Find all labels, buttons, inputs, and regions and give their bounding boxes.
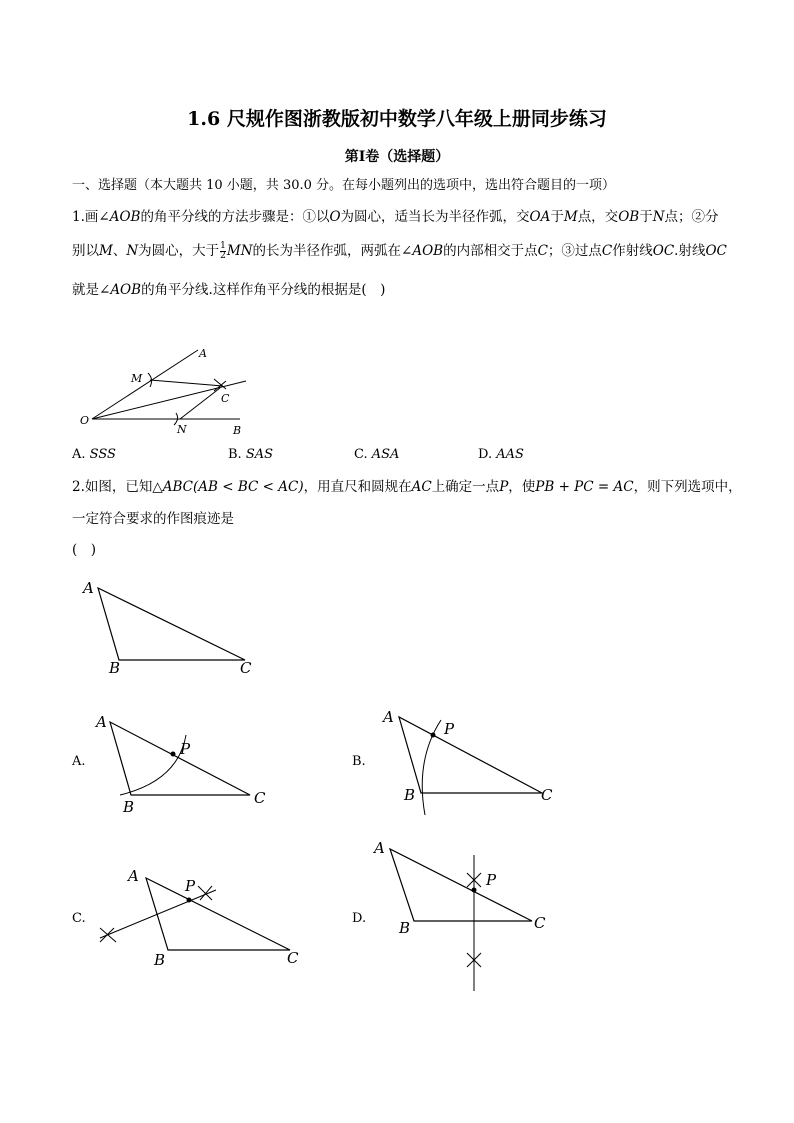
label-c: C: [541, 786, 553, 804]
label-b: B: [399, 919, 411, 937]
triangle-abc: [98, 588, 245, 660]
label-b: B: [404, 786, 416, 804]
one-half-fraction: $\frac{1}{2}$: [220, 241, 226, 261]
q1-option-b[interactable]: B. SAS: [228, 447, 274, 462]
label-a: A: [383, 708, 394, 726]
segment-mc: [150, 380, 223, 386]
q2-option-d-figure: [370, 835, 570, 995]
label-n: N: [177, 423, 187, 436]
q2-answer-paren: ( ): [72, 542, 97, 558]
label-b: B: [154, 951, 166, 969]
q1-stem-line1: 1.画∠AOB的角平分线的方法步骤是：①以O为圆心，适当长为半径作弧，交OA于M点，交OB于N点；②分: [72, 209, 719, 225]
q2-option-a-figure: [90, 705, 280, 820]
point-p: [472, 888, 477, 893]
ray-oa: [92, 350, 198, 419]
q2-option-d[interactable]: D.: [352, 911, 367, 926]
q2-option-c[interactable]: C.: [72, 911, 86, 926]
q1-stem-line3: 就是∠AOB的角平分线.这样作角平分线的根据是( ): [72, 282, 386, 298]
point-p: [187, 898, 192, 903]
label-c: C: [534, 914, 546, 932]
q2-stem-line2: 一定符合要求的作图痕迹是: [72, 511, 234, 527]
q1-option-c[interactable]: C. ASA: [354, 447, 400, 462]
label-c: C: [254, 789, 266, 807]
label-p: P: [486, 871, 497, 889]
volume-heading: 第Ⅰ卷（选择题）: [344, 149, 450, 165]
section-heading: 一、选择题（本大题共 10 小题，共 30.0 分。在每小题列出的选项中，选出符合题目的一项）: [72, 178, 616, 193]
label-a: A: [128, 867, 139, 885]
q1-option-d[interactable]: D. AAS: [478, 447, 524, 462]
q2-option-b[interactable]: B.: [352, 754, 366, 769]
q2-triangle-figure: [75, 570, 265, 680]
perpendicular-bisector: [100, 890, 216, 938]
label-m: M: [131, 372, 143, 385]
label-b: B: [123, 798, 135, 816]
label-p: P: [180, 740, 191, 758]
label-a: A: [374, 839, 385, 857]
arc-m: [148, 373, 152, 387]
q2-option-b-figure: [375, 700, 565, 820]
label-b: B: [233, 424, 242, 437]
q2-stem-line1: 2.如图，已知△ABC(AB < BC < AC)，用直尺和圆规在AC上确定一点P，使PB + PC = AC，则下列选项中，: [72, 479, 742, 495]
triangle-abc: [390, 849, 532, 921]
triangle-abc: [146, 878, 290, 950]
label-a: A: [199, 347, 207, 360]
label-p: P: [444, 720, 455, 738]
triangle-abc: [399, 717, 542, 793]
page-title: 1.6 尺规作图浙教版初中数学八年级上册同步练习: [187, 108, 607, 130]
point-p: [431, 733, 436, 738]
label-a: A: [83, 579, 94, 597]
point-p: [171, 752, 176, 757]
label-c: C: [287, 949, 299, 967]
label-c: C: [221, 392, 230, 405]
q1-option-a[interactable]: A. SSS: [72, 447, 116, 462]
label-a: A: [96, 713, 107, 731]
q1-stem-line2: 别以M、N为圆心，大于 $\frac{1}{2}$ MN的长为半径作弧，两弧在∠AOB的内部相交于点C；③过点C作射线OC.射线OC: [72, 241, 727, 261]
label-c: C: [240, 659, 252, 677]
q2-option-a[interactable]: A.: [72, 754, 86, 769]
label-b: B: [109, 659, 121, 677]
arc-cross-lower: [100, 928, 116, 942]
q1-angle-bisector-figure: [70, 335, 270, 440]
triangle-abc: [110, 722, 250, 795]
label-p: P: [185, 877, 196, 895]
label-o: O: [80, 414, 90, 427]
q2-option-c-figure: [90, 860, 310, 970]
